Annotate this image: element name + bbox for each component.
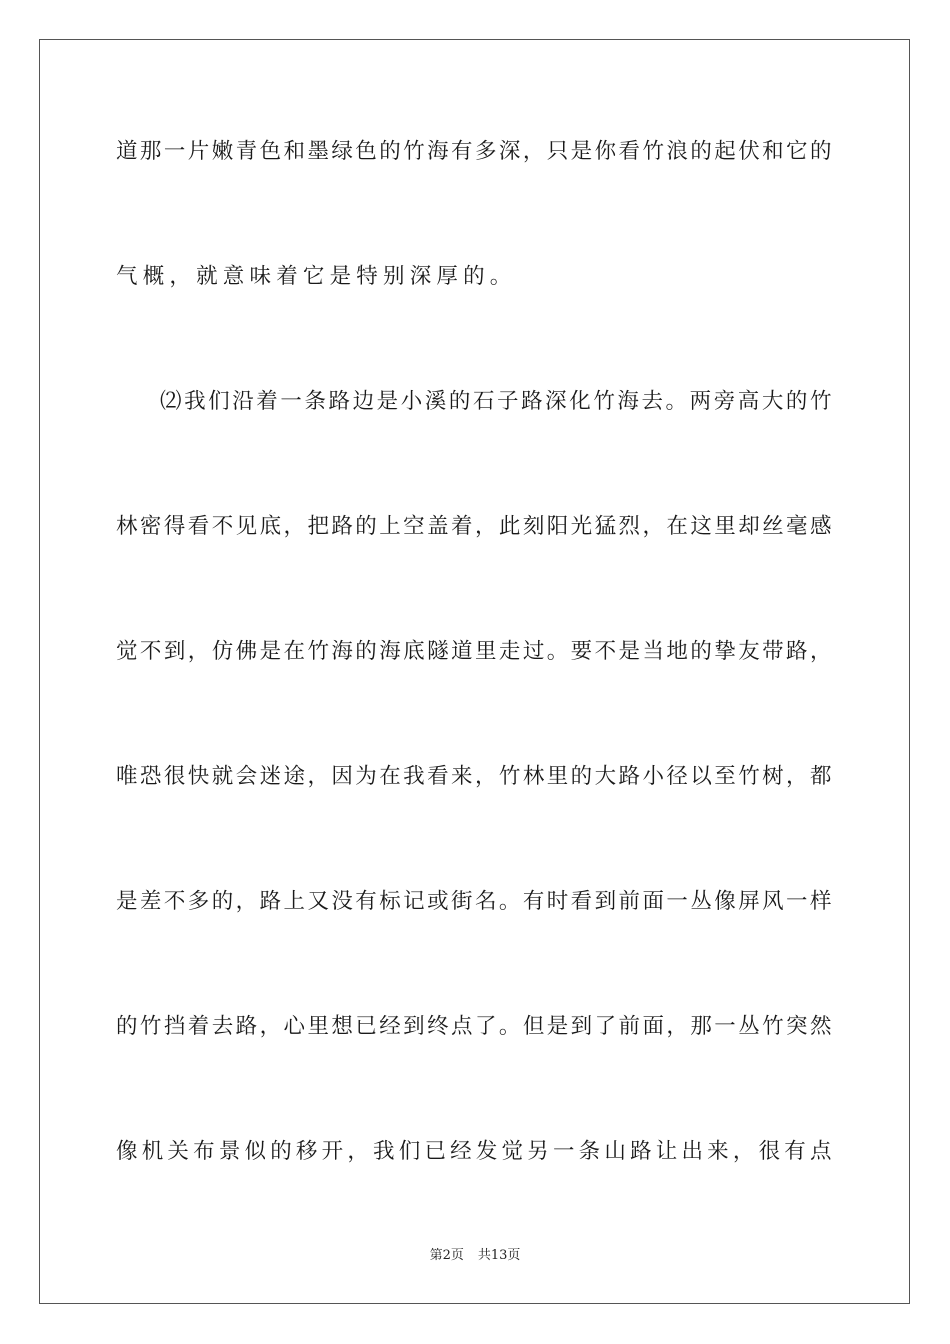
page-footer xyxy=(0,1247,950,1265)
text-line: 气概，就意味着它是特别深厚的。 xyxy=(116,264,517,289)
paragraph-start-line: ⑵我们沿着一条路边是小溪的石子路深化竹海去。两旁高大的竹 xyxy=(160,389,832,414)
page-total: 共13页 xyxy=(477,1248,521,1263)
text-line: 林密得看不见底，把路的上空盖着，此刻阳光猛烈，在这里却丝毫感 xyxy=(116,514,832,539)
text-line: 觉不到，仿佛是在竹海的海底隧道里走过。要不是当地的挚友带路， xyxy=(116,639,832,664)
page-border xyxy=(39,39,910,1304)
page-number: 第2页 xyxy=(429,1248,464,1263)
text-line: 是差不多的，路上又没有标记或街名。有时看到前面一丛像屏风一样 xyxy=(116,889,832,914)
text-line: 道那一片嫩青色和墨绿色的竹海有多深，只是你看竹浪的起伏和它的 xyxy=(116,139,832,164)
text-line: 像机关布景似的移开，我们已经发觉另一条山路让出来，很有点 xyxy=(116,1139,832,1164)
text-line: 唯恐很快就会迷途，因为在我看来，竹林里的大路小径以至竹树，都 xyxy=(116,764,832,789)
text-line: 的竹挡着去路，心里想已经到终点了。但是到了前面，那一丛竹突然 xyxy=(116,1014,832,1039)
